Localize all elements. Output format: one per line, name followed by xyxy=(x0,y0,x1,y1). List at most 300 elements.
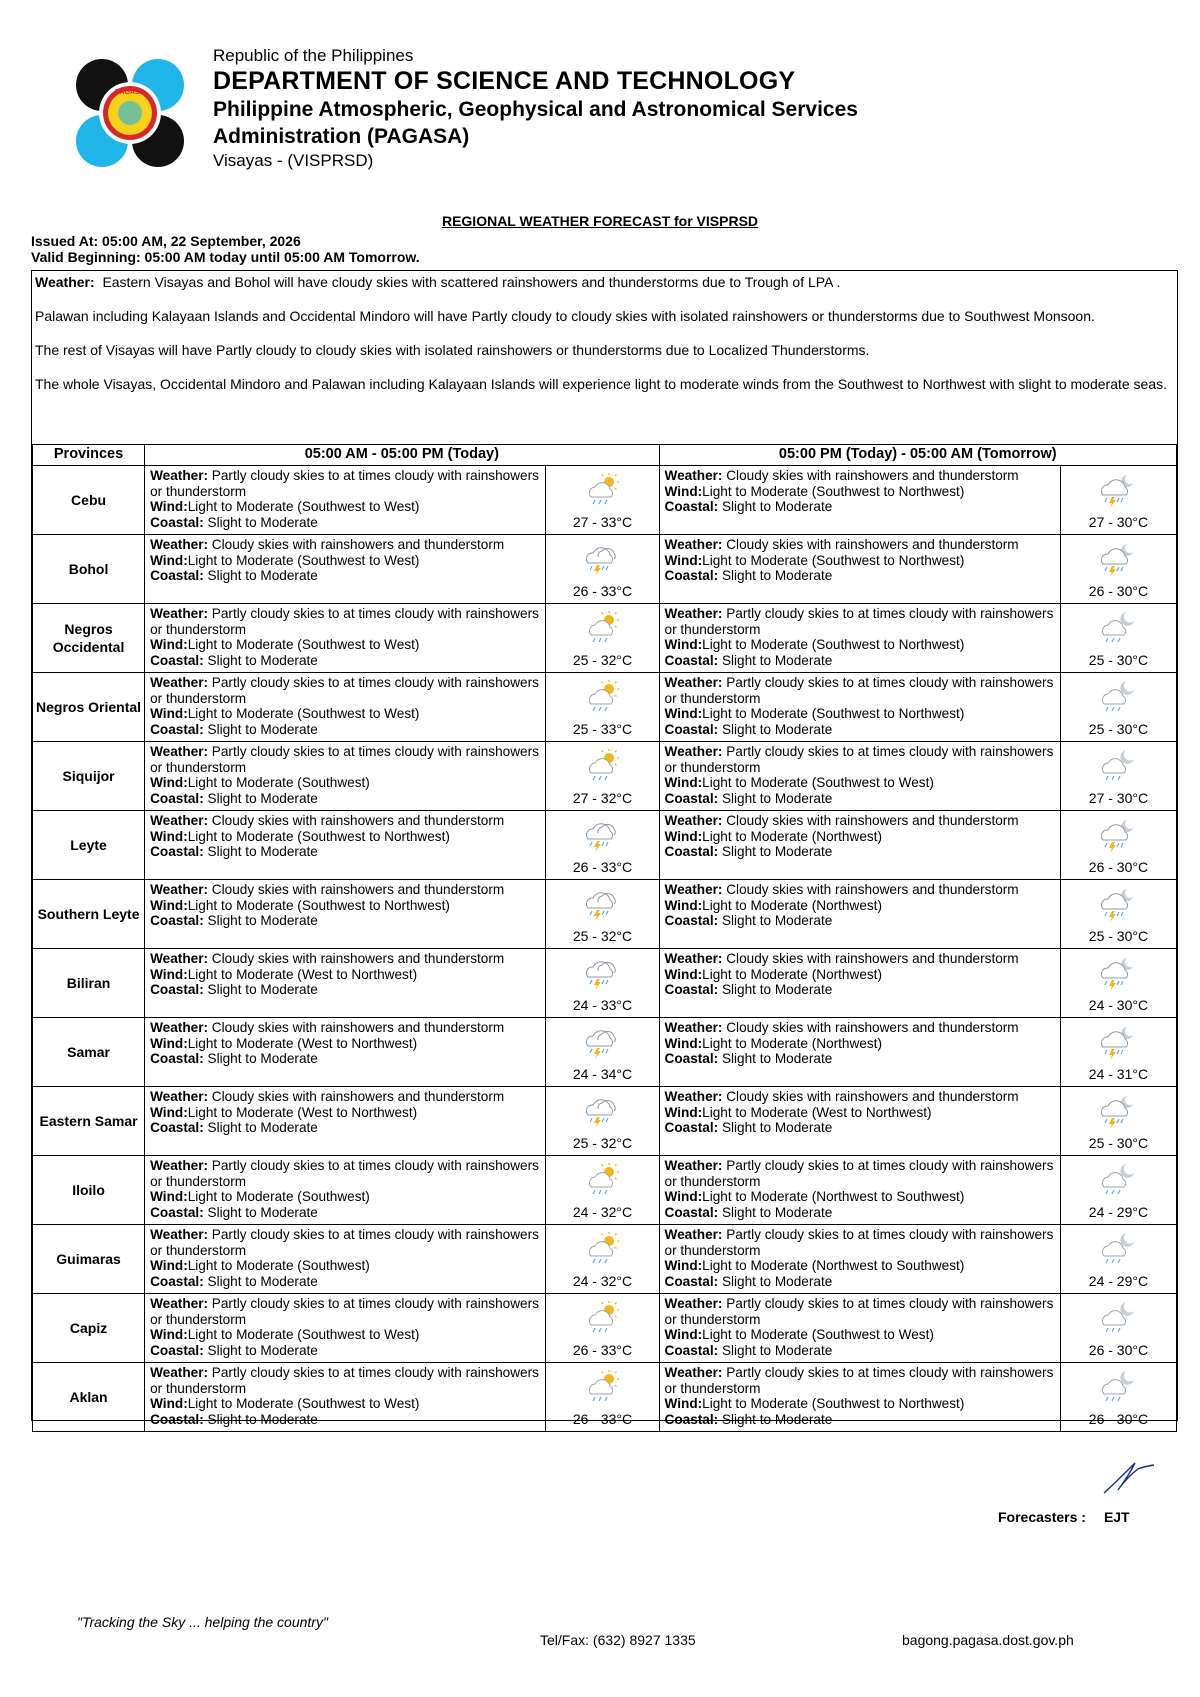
wind-text: Light to Moderate (West to Northwest) xyxy=(187,1035,418,1051)
coastal-label: Coastal: xyxy=(664,652,719,668)
tonight-icon-cell xyxy=(1060,466,1176,535)
header-today: 05:00 AM - 05:00 PM (Today) xyxy=(145,445,659,466)
wind-label: Wind: xyxy=(664,552,703,568)
coastal-label: Coastal: xyxy=(150,1342,204,1358)
coastal-label: Coastal: xyxy=(150,721,204,737)
table-row xyxy=(33,466,1177,535)
coastal-label: Coastal: xyxy=(150,1120,204,1135)
wind-text: Light to Moderate (Northwest to Southwest) xyxy=(702,1189,965,1204)
header-provinces: Provinces xyxy=(33,445,145,466)
coastal-text: Slight to Moderate xyxy=(207,568,318,583)
coastal-label: Coastal: xyxy=(150,514,204,530)
weather-label: Weather: xyxy=(664,468,723,483)
today-temperature: 26 - 33°C xyxy=(572,583,633,599)
tonight-temperature: 27 - 30°C xyxy=(1088,790,1149,806)
wind-label: Wind: xyxy=(664,1258,703,1273)
weather-label: Weather: xyxy=(664,951,723,966)
cloudy-thunderstorm-icon xyxy=(582,541,622,577)
weather-label: Weather: xyxy=(664,1158,723,1173)
pagasa-logo xyxy=(75,58,185,168)
today-temperature: 25 - 33°C xyxy=(572,721,633,737)
weather-label: Weather: xyxy=(150,468,209,483)
table-row xyxy=(33,535,1177,604)
tonight-temperature: 27 - 30°C xyxy=(1088,514,1149,530)
header-tonight: 05:00 PM (Today) - 05:00 AM (Tomorrow) xyxy=(659,445,1176,466)
summary-paragraph-1: Weather: Eastern Visayas and Bohol will have cloudy skies with scattered rainshowers and thunderstorms due to Trough of LPA . xyxy=(35,274,841,290)
today-temperature: 26 - 33°C xyxy=(572,1411,633,1427)
wind-text: Light to Moderate (West to Northwest) xyxy=(702,1104,932,1120)
today-icon-cell xyxy=(546,604,659,673)
forecaster-signature xyxy=(1100,1460,1155,1496)
province-name: Southern Leyte xyxy=(33,880,145,949)
valid-beginning: Valid Beginning: 05:00 AM today until 05:00 AM Tomorrow. xyxy=(31,249,420,265)
weather-label: Weather: xyxy=(664,744,723,759)
today-forecast xyxy=(145,1363,546,1432)
coastal-label: Coastal: xyxy=(150,1411,204,1427)
wind-label: Wind: xyxy=(150,1327,188,1342)
coastal-text: Slight to Moderate xyxy=(721,790,833,806)
weather-text: Partly cloudy skies to at times cloudy with rainshowers or thunderstorm xyxy=(664,1227,1054,1258)
coastal-label: Coastal: xyxy=(664,1273,719,1289)
wind-text: Light to Moderate (Northwest) xyxy=(702,966,882,982)
weather-label: Weather: xyxy=(150,951,209,966)
cloudy-thunderstorm-night-icon xyxy=(1097,541,1137,577)
weather-label: Weather: xyxy=(150,1158,209,1173)
coastal-text: Slight to Moderate xyxy=(721,721,833,737)
today-forecast xyxy=(145,535,546,604)
weather-text: Partly cloudy skies to at times cloudy with rainshowers or thunderstorm xyxy=(664,1365,1054,1396)
province-name: Iloilo xyxy=(33,1156,145,1225)
wind-label: Wind: xyxy=(664,1327,703,1342)
tonight-forecast xyxy=(659,466,1060,535)
weather-label: Weather: xyxy=(664,1089,723,1104)
tagline: "Tracking the Sky ... helping the country" xyxy=(77,1614,328,1630)
wind-text: Light to Moderate (Northwest) xyxy=(702,897,882,913)
cloudy-thunderstorm-night-icon xyxy=(1097,955,1137,991)
coastal-label: Coastal: xyxy=(150,652,204,668)
wind-label: Wind: xyxy=(150,775,188,790)
weather-text: Cloudy skies with rainshowers and thunderstorm xyxy=(726,882,1019,897)
wind-text: Light to Moderate (Southwest to Northwest) xyxy=(702,1396,965,1411)
today-forecast xyxy=(145,949,546,1018)
tonight-forecast xyxy=(659,1087,1060,1156)
forecasters-code: EJT xyxy=(1103,1509,1130,1525)
wind-text: Light to Moderate (Northwest to Southwest) xyxy=(702,1258,965,1273)
cloudy-thunderstorm-icon xyxy=(582,1024,622,1060)
region-name: Visayas - (VISPRSD) xyxy=(213,151,374,170)
wind-label: Wind: xyxy=(664,828,703,844)
partly-cloudy-day-rain-icon xyxy=(582,1231,622,1267)
coastal-label: Coastal: xyxy=(664,1051,719,1066)
today-icon-cell xyxy=(546,466,659,535)
wind-label: Wind: xyxy=(150,1396,188,1411)
partly-cloudy-day-rain-icon xyxy=(582,1369,622,1405)
weather-label: Weather: xyxy=(664,1020,723,1035)
wind-label: Wind: xyxy=(664,483,703,499)
department-name: DEPARTMENT OF SCIENCE AND TECHNOLOGY xyxy=(213,67,796,95)
tonight-icon-cell xyxy=(1060,880,1176,949)
wind-text: Light to Moderate (Southwest to West) xyxy=(187,637,420,652)
wind-label: Wind: xyxy=(150,897,188,913)
coastal-text: Slight to Moderate xyxy=(207,1273,318,1289)
province-name: Aklan xyxy=(33,1363,145,1432)
issue-info xyxy=(31,233,420,265)
today-icon-cell xyxy=(546,949,659,1018)
weather-text: Cloudy skies with rainshowers and thunderstorm xyxy=(211,951,505,966)
wind-text: Light to Moderate (Southwest to Northwest) xyxy=(187,828,450,844)
coastal-text: Slight to Moderate xyxy=(207,913,318,928)
today-forecast xyxy=(145,1087,546,1156)
tonight-temperature: 26 - 30°C xyxy=(1088,859,1149,875)
today-forecast xyxy=(145,673,546,742)
coastal-label: Coastal: xyxy=(664,1120,719,1135)
weather-label: Weather: xyxy=(150,1020,209,1035)
today-forecast xyxy=(145,1294,546,1363)
coastal-label: Coastal: xyxy=(664,568,719,583)
coastal-text: Slight to Moderate xyxy=(207,982,318,997)
table-row xyxy=(33,604,1177,673)
coastal-text: Slight to Moderate xyxy=(721,1342,833,1358)
tonight-icon-cell xyxy=(1060,1018,1176,1087)
wind-label: Wind: xyxy=(664,1396,703,1411)
coastal-label: Coastal: xyxy=(664,721,719,737)
province-name: Cebu xyxy=(33,466,145,535)
today-temperature: 26 - 33°C xyxy=(572,1342,633,1358)
wind-text: Light to Moderate (Southwest) xyxy=(187,1258,370,1273)
province-name: Guimaras xyxy=(33,1225,145,1294)
tonight-forecast xyxy=(659,535,1060,604)
coastal-text: Slight to Moderate xyxy=(721,1411,833,1427)
tonight-icon-cell xyxy=(1060,1225,1176,1294)
website: bagong.pagasa.dost.gov.ph xyxy=(902,1632,1074,1648)
tonight-forecast xyxy=(659,1018,1060,1087)
coastal-label: Coastal: xyxy=(150,568,204,583)
partly-cloudy-night-rain-icon xyxy=(1097,610,1137,646)
today-icon-cell xyxy=(546,811,659,880)
today-icon-cell xyxy=(546,880,659,949)
weather-label: Weather: xyxy=(150,1089,209,1104)
weather-text: Partly cloudy skies to at times cloudy with rainshowers or thunderstorm xyxy=(664,606,1054,637)
wind-text: Light to Moderate (Southwest to Northwest) xyxy=(702,706,965,721)
weather-label: Weather: xyxy=(150,1227,209,1242)
coastal-label: Coastal: xyxy=(150,1273,204,1289)
table-row xyxy=(33,742,1177,811)
cloudy-thunderstorm-icon xyxy=(582,886,622,922)
wind-label: Wind: xyxy=(664,706,703,721)
coastal-text: Slight to Moderate xyxy=(721,1273,833,1289)
province-name: Bohol xyxy=(33,535,145,604)
partly-cloudy-day-rain-icon xyxy=(582,610,622,646)
table-row xyxy=(33,811,1177,880)
weather-text: Cloudy skies with rainshowers and thunderstorm xyxy=(726,468,1019,483)
wind-label: Wind: xyxy=(150,1035,188,1051)
logo-text: PAGASA xyxy=(115,89,145,96)
weather-label: Weather: xyxy=(664,1296,723,1311)
cloudy-thunderstorm-night-icon xyxy=(1097,472,1137,508)
tonight-forecast xyxy=(659,1294,1060,1363)
province-name: Eastern Samar xyxy=(33,1087,145,1156)
table-row xyxy=(33,1363,1177,1432)
coastal-label: Coastal: xyxy=(664,982,719,997)
weather-text: Partly cloudy skies to at times cloudy with rainshowers or thunderstorm xyxy=(150,1365,539,1396)
coastal-text: Slight to Moderate xyxy=(721,844,833,859)
republic-line: Republic of the Philippines xyxy=(213,46,414,65)
wind-text: Light to Moderate (Southwest to West) xyxy=(702,1327,934,1342)
wind-text: Light to Moderate (Southwest to Northwest) xyxy=(702,483,965,499)
weather-label: Weather: xyxy=(150,606,209,621)
tonight-temperature: 26 - 30°C xyxy=(1088,583,1149,599)
weather-label: Weather: xyxy=(664,675,723,690)
province-name: Biliran xyxy=(33,949,145,1018)
today-forecast xyxy=(145,1156,546,1225)
partly-cloudy-night-rain-icon xyxy=(1097,748,1137,784)
today-temperature: 25 - 32°C xyxy=(572,652,633,668)
weather-summary xyxy=(32,271,1177,443)
coastal-label: Coastal: xyxy=(664,844,719,859)
tonight-forecast xyxy=(659,1225,1060,1294)
issued-at: Issued At: 05:00 AM, 22 September, 2026 xyxy=(31,233,301,249)
weather-label: Weather: xyxy=(150,882,209,897)
today-temperature: 24 - 33°C xyxy=(572,997,633,1013)
tonight-forecast xyxy=(659,811,1060,880)
coastal-label: Coastal: xyxy=(664,499,719,514)
weather-text: Partly cloudy skies to at times cloudy with rainshowers or thunderstorm xyxy=(150,1227,539,1258)
forecasters-line xyxy=(998,1509,1130,1525)
weather-label: Weather: xyxy=(150,1365,209,1380)
weather-text: Cloudy skies with rainshowers and thunderstorm xyxy=(726,813,1019,828)
coastal-label: Coastal: xyxy=(150,844,204,859)
coastal-label: Coastal: xyxy=(150,1204,204,1220)
wind-label: Wind: xyxy=(150,828,188,844)
wind-label: Wind: xyxy=(150,1104,188,1120)
province-name: Siquijor xyxy=(33,742,145,811)
wind-text: Light to Moderate (Southwest to West) xyxy=(702,775,934,790)
partly-cloudy-night-rain-icon xyxy=(1097,1369,1137,1405)
partly-cloudy-night-rain-icon xyxy=(1097,1300,1137,1336)
forecasters-label: Forecasters : xyxy=(998,1509,1086,1525)
today-temperature: 24 - 32°C xyxy=(572,1204,633,1220)
wind-text: Light to Moderate (Southwest to West) xyxy=(187,552,420,568)
weather-text: Partly cloudy skies to at times cloudy with rainshowers or thunderstorm xyxy=(664,1158,1054,1189)
table-row xyxy=(33,1018,1177,1087)
today-icon-cell xyxy=(546,535,659,604)
tonight-forecast xyxy=(659,1156,1060,1225)
forecast-table xyxy=(32,444,1177,1432)
wind-text: Light to Moderate (Southwest) xyxy=(187,1189,370,1204)
today-forecast xyxy=(145,1018,546,1087)
today-icon-cell xyxy=(546,1363,659,1432)
province-name: Leyte xyxy=(33,811,145,880)
table-row xyxy=(33,673,1177,742)
tonight-forecast xyxy=(659,742,1060,811)
coastal-label: Coastal: xyxy=(150,1051,204,1066)
wind-label: Wind: xyxy=(150,1189,188,1204)
today-temperature: 24 - 32°C xyxy=(572,1273,633,1289)
telfax: Tel/Fax: (632) 8927 1335 xyxy=(540,1632,696,1648)
weather-text: Partly cloudy skies to at times cloudy with rainshowers or thunderstorm xyxy=(664,744,1054,775)
coastal-label: Coastal: xyxy=(150,982,204,997)
wind-label: Wind: xyxy=(664,897,703,913)
today-temperature: 27 - 32°C xyxy=(572,790,633,806)
today-icon-cell xyxy=(546,1294,659,1363)
tonight-temperature: 24 - 29°C xyxy=(1088,1273,1149,1289)
wind-text: Light to Moderate (Southwest to West) xyxy=(187,1396,420,1411)
wind-label: Wind: xyxy=(664,1189,703,1204)
tonight-forecast xyxy=(659,673,1060,742)
weather-text: Cloudy skies with rainshowers and thunderstorm xyxy=(726,1020,1019,1035)
tonight-icon-cell xyxy=(1060,1294,1176,1363)
tonight-icon-cell xyxy=(1060,604,1176,673)
tonight-temperature: 25 - 30°C xyxy=(1088,721,1149,737)
tonight-forecast xyxy=(659,604,1060,673)
document-title: REGIONAL WEATHER FORECAST for VISPRSD xyxy=(441,213,759,229)
forecast-box xyxy=(31,270,1178,1427)
table-row xyxy=(33,1087,1177,1156)
coastal-label: Coastal: xyxy=(150,790,204,806)
weather-text: Cloudy skies with rainshowers and thunderstorm xyxy=(211,1020,505,1035)
tonight-icon-cell xyxy=(1060,1156,1176,1225)
weather-text: Partly cloudy skies to at times cloudy with rainshowers or thunderstorm xyxy=(664,675,1054,706)
tonight-temperature: 26 - 30°C xyxy=(1088,1342,1149,1358)
wind-label: Wind: xyxy=(664,775,703,790)
wind-text: Light to Moderate (Southwest to Northwest) xyxy=(187,897,450,913)
wind-label: Wind: xyxy=(664,1104,703,1120)
coastal-text: Slight to Moderate xyxy=(207,652,318,668)
partly-cloudy-night-rain-icon xyxy=(1097,679,1137,715)
coastal-text: Slight to Moderate xyxy=(721,1120,833,1135)
coastal-text: Slight to Moderate xyxy=(721,652,833,668)
table-row xyxy=(33,1294,1177,1363)
coastal-label: Coastal: xyxy=(664,790,719,806)
weather-text: Partly cloudy skies to at times cloudy with rainshowers or thunderstorm xyxy=(150,1296,539,1327)
tonight-icon-cell xyxy=(1060,673,1176,742)
weather-text: Partly cloudy skies to at times cloudy with rainshowers or thunderstorm xyxy=(150,606,539,637)
table-row xyxy=(33,949,1177,1018)
table-row xyxy=(33,1225,1177,1294)
today-temperature: 26 - 33°C xyxy=(572,859,633,875)
partly-cloudy-day-rain-icon xyxy=(582,748,622,784)
coastal-text: Slight to Moderate xyxy=(207,1120,318,1135)
today-icon-cell xyxy=(546,742,659,811)
partly-cloudy-day-rain-icon xyxy=(582,472,622,508)
tonight-icon-cell xyxy=(1060,949,1176,1018)
today-temperature: 27 - 33°C xyxy=(572,514,633,530)
table-row xyxy=(33,1156,1177,1225)
today-temperature: 24 - 34°C xyxy=(572,1066,633,1082)
cloudy-thunderstorm-night-icon xyxy=(1097,1024,1137,1060)
weather-text: Partly cloudy skies to at times cloudy with rainshowers or thunderstorm xyxy=(150,1158,539,1189)
tonight-temperature: 24 - 29°C xyxy=(1088,1204,1149,1220)
cloudy-thunderstorm-icon xyxy=(582,1093,622,1129)
coastal-text: Slight to Moderate xyxy=(207,1204,318,1220)
weather-label: Weather: xyxy=(664,1227,723,1242)
today-icon-cell xyxy=(546,673,659,742)
weather-text: Cloudy skies with rainshowers and thunderstorm xyxy=(211,813,505,828)
wind-label: Wind: xyxy=(664,966,703,982)
coastal-text: Slight to Moderate xyxy=(207,1051,318,1066)
weather-text: Cloudy skies with rainshowers and thunderstorm xyxy=(211,882,505,897)
today-forecast xyxy=(145,1225,546,1294)
partly-cloudy-day-rain-icon xyxy=(582,1300,622,1336)
wind-text: Light to Moderate (Southwest to West) xyxy=(187,1327,420,1342)
table-row xyxy=(33,880,1177,949)
weather-text: Cloudy skies with rainshowers and thunderstorm xyxy=(726,951,1019,966)
weather-text: Partly cloudy skies to at times cloudy with rainshowers or thunderstorm xyxy=(664,1296,1054,1327)
weather-text: Partly cloudy skies to at times cloudy with rainshowers or thunderstorm xyxy=(150,675,539,706)
weather-text: Cloudy skies with rainshowers and thunderstorm xyxy=(726,537,1019,552)
table-header-row xyxy=(33,445,1177,466)
coastal-text: Slight to Moderate xyxy=(721,499,833,514)
wind-label: Wind: xyxy=(150,637,188,652)
province-name: Negros Oriental xyxy=(33,673,145,742)
wind-text: Light to Moderate (Southwest to West) xyxy=(187,706,420,721)
wind-text: Light to Moderate (Southwest to Northwest) xyxy=(702,552,965,568)
coastal-text: Slight to Moderate xyxy=(721,568,833,583)
tonight-temperature: 25 - 30°C xyxy=(1088,928,1149,944)
partly-cloudy-night-rain-icon xyxy=(1097,1231,1137,1267)
wind-text: Light to Moderate (Southwest to Northwest) xyxy=(702,637,965,652)
wind-text: Light to Moderate (Southwest) xyxy=(187,775,370,790)
weather-text: Cloudy skies with rainshowers and thunderstorm xyxy=(726,1089,1019,1104)
tonight-icon-cell xyxy=(1060,1363,1176,1432)
today-forecast xyxy=(145,742,546,811)
weather-text: Cloudy skies with rainshowers and thunderstorm xyxy=(211,537,505,552)
coastal-label: Coastal: xyxy=(664,1204,719,1220)
letterhead xyxy=(213,46,1013,171)
tonight-icon-cell xyxy=(1060,1087,1176,1156)
today-icon-cell xyxy=(546,1225,659,1294)
wind-label: Wind: xyxy=(150,499,188,514)
weather-label: Weather: xyxy=(150,537,209,552)
coastal-text: Slight to Moderate xyxy=(721,1051,833,1066)
province-name: Capiz xyxy=(33,1294,145,1363)
weather-label: Weather: xyxy=(664,813,723,828)
weather-label: Weather: xyxy=(664,537,723,552)
cloudy-thunderstorm-icon xyxy=(582,817,622,853)
tonight-temperature: 26 - 30°C xyxy=(1088,1411,1149,1427)
summary-paragraph-3: The rest of Visayas will have Partly cloudy to cloudy skies with isolated rainshowers or thunderstorms due to Localized Thunderstorms. xyxy=(35,342,870,358)
weather-label: Weather: xyxy=(664,606,723,621)
weather-label: Weather: xyxy=(150,744,209,759)
today-icon-cell xyxy=(546,1018,659,1087)
tonight-icon-cell xyxy=(1060,811,1176,880)
today-forecast xyxy=(145,604,546,673)
summary-label: Weather: xyxy=(35,274,95,290)
tonight-icon-cell xyxy=(1060,742,1176,811)
wind-label: Wind: xyxy=(150,706,188,721)
province-name: Negros Occidental xyxy=(33,604,145,673)
weather-text: Partly cloudy skies to at times cloudy with rainshowers or thunderstorm xyxy=(150,744,539,775)
wind-text: Light to Moderate (Northwest) xyxy=(702,828,882,844)
wind-label: Wind: xyxy=(150,966,188,982)
partly-cloudy-day-rain-icon xyxy=(582,1162,622,1198)
tonight-temperature: 25 - 30°C xyxy=(1088,1135,1149,1151)
weather-label: Weather: xyxy=(664,1365,723,1380)
today-icon-cell xyxy=(546,1156,659,1225)
tonight-forecast xyxy=(659,1363,1060,1432)
coastal-text: Slight to Moderate xyxy=(207,721,318,737)
cloudy-thunderstorm-night-icon xyxy=(1097,817,1137,853)
coastal-label: Coastal: xyxy=(664,913,719,928)
tonight-forecast xyxy=(659,880,1060,949)
weather-text: Partly cloudy skies to at times cloudy with rainshowers or thunderstorm xyxy=(150,468,539,499)
cloudy-thunderstorm-icon xyxy=(582,955,622,991)
weather-label: Weather: xyxy=(150,1296,209,1311)
wind-text: Light to Moderate (West to Northwest) xyxy=(187,1104,418,1120)
partly-cloudy-day-rain-icon xyxy=(582,679,622,715)
cloudy-thunderstorm-night-icon xyxy=(1097,1093,1137,1129)
wind-text: Light to Moderate (West to Northwest) xyxy=(187,966,418,982)
